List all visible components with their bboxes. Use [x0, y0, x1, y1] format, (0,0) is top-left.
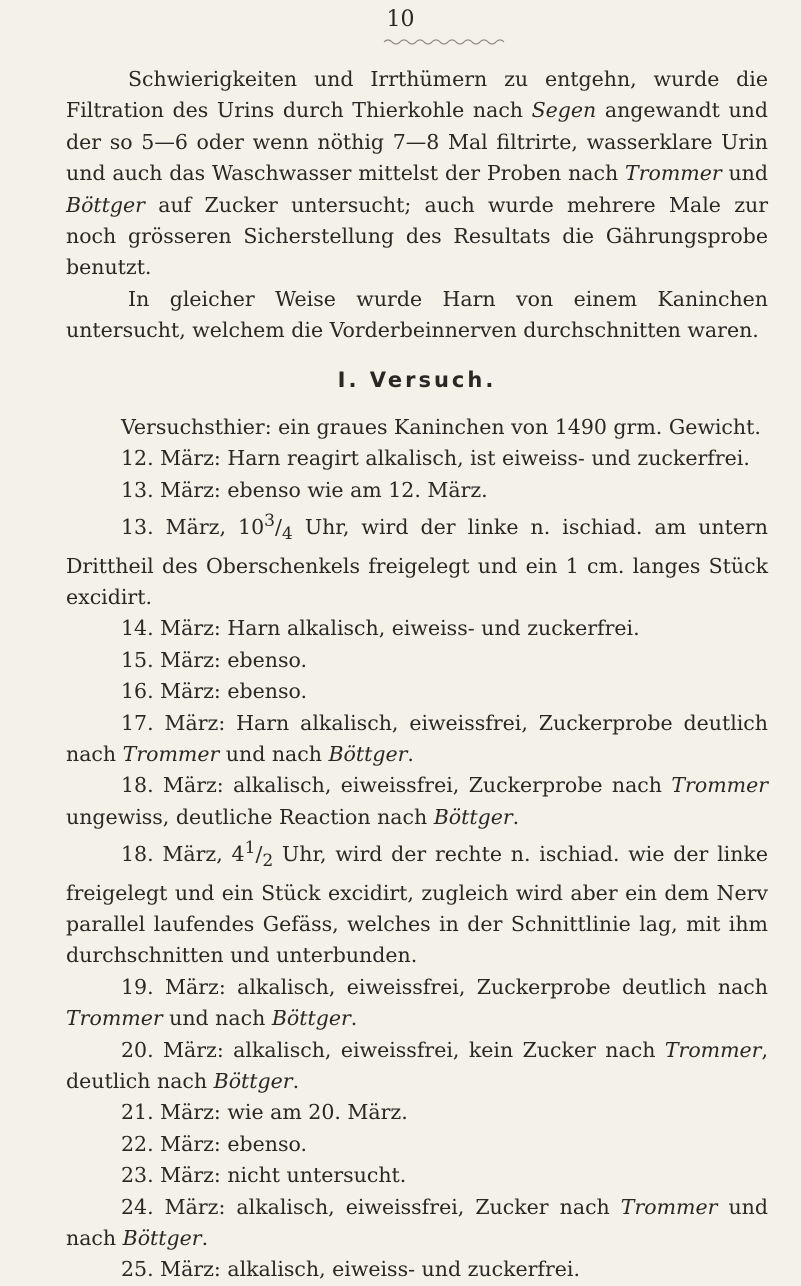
entry-21-maerz: 21. März: wie am 20. März. [121, 1100, 408, 1125]
entry-25-maerz: 25. März: alkalisch, eiweiss- und zuckerfrei. [121, 1257, 581, 1282]
entry-13-maerz-operation: 13. März, $10^3/_4$ Uhr, wird der linke n. ischiad. am untern Drittheil des Oberschenkels freigelegt und ein 1 cm. langes Stück excidirt. [66, 511, 768, 610]
entry-15-maerz: 15. März: ebenso. [121, 647, 307, 672]
paragraph-kaninchen: In gleicher Weise wurde Harn von einem Kaninchen untersucht, welchem die Vorderbeinnerven durchschnitten waren. [66, 286, 768, 343]
entry-19-maerz: 19. März: alkalisch, eiweissfrei, Zuckerprobe deutlich nach Trommer und nach Böttger. [66, 974, 768, 1031]
paragraph-filtration: Schwierigkeiten und Irrthümern zu entgehn, wurde die Filtration des Urins durch Thierkohle nach Segen angewandt und der so 5—6 oder wenn nöthig 7—8 Mal filtrirte, wasserklare Urin und auch das Waschwasser mittelst der Proben nach Trommer und Böttger auf Zucker untersucht; auch wurde mehrere Male zur noch grösseren Sicherstellung des Resultats die Gährungsprobe benutzt. [66, 67, 768, 280]
page-number: 10 [386, 7, 415, 32]
author-name: Trommer [625, 161, 722, 186]
header-ornament [382, 38, 510, 46]
entry-versuchsthier: Versuchsthier: ein graues Kaninchen von 1490 grm. Gewicht. [121, 415, 761, 440]
entry-17-maerz: 17. März: Harn alkalisch, eiweissfrei, Zuckerprobe deutlich nach Trommer und nach Böttger. [66, 710, 768, 767]
entry-24-maerz: 24. März: alkalisch, eiweissfrei, Zucker nach Trommer und nach Böttger. [66, 1194, 768, 1251]
entry-14-maerz: 14. März: Harn alkalisch, eiweiss- und zuckerfrei. [121, 616, 640, 641]
entry-18-maerz: 18. März: alkalisch, eiweissfrei, Zuckerprobe nach Trommer ungewiss, deutliche Reaction nach Böttger. [66, 773, 768, 829]
author-name: Segen [531, 98, 597, 123]
entry-18-maerz-operation: 18. März, $4^1/_2$ Uhr, wird der rechte n. ischiad. wie der linke freigelegt und ein Stück excidirt, zugleich wird aber ein dem Nerv parallel laufendes Gefäss, welches in der Schnittlinie lag, mit ihm durchschnitten und unterbunden. [66, 838, 768, 968]
author-name: Böttger [66, 192, 145, 217]
entry-20-maerz: 20. März: alkalisch, eiweissfrei, kein Zucker nach Trommer, deutlich nach Böttger. [66, 1037, 768, 1094]
body-text [66, 64, 768, 1286]
entry-13-maerz: 13. März: ebenso wie am 12. März. [121, 477, 488, 502]
entry-12-maerz: 12. März: Harn reagirt alkalisch, ist eiweiss- und zuckerfrei. [121, 446, 750, 471]
entry-16-maerz: 16. März: ebenso. [121, 679, 307, 704]
entry-22-maerz: 22. März: ebenso. [121, 1131, 307, 1156]
entry-23-maerz: 23. März: nicht untersucht. [121, 1163, 407, 1188]
section-heading: I. Versuch. [337, 367, 497, 392]
